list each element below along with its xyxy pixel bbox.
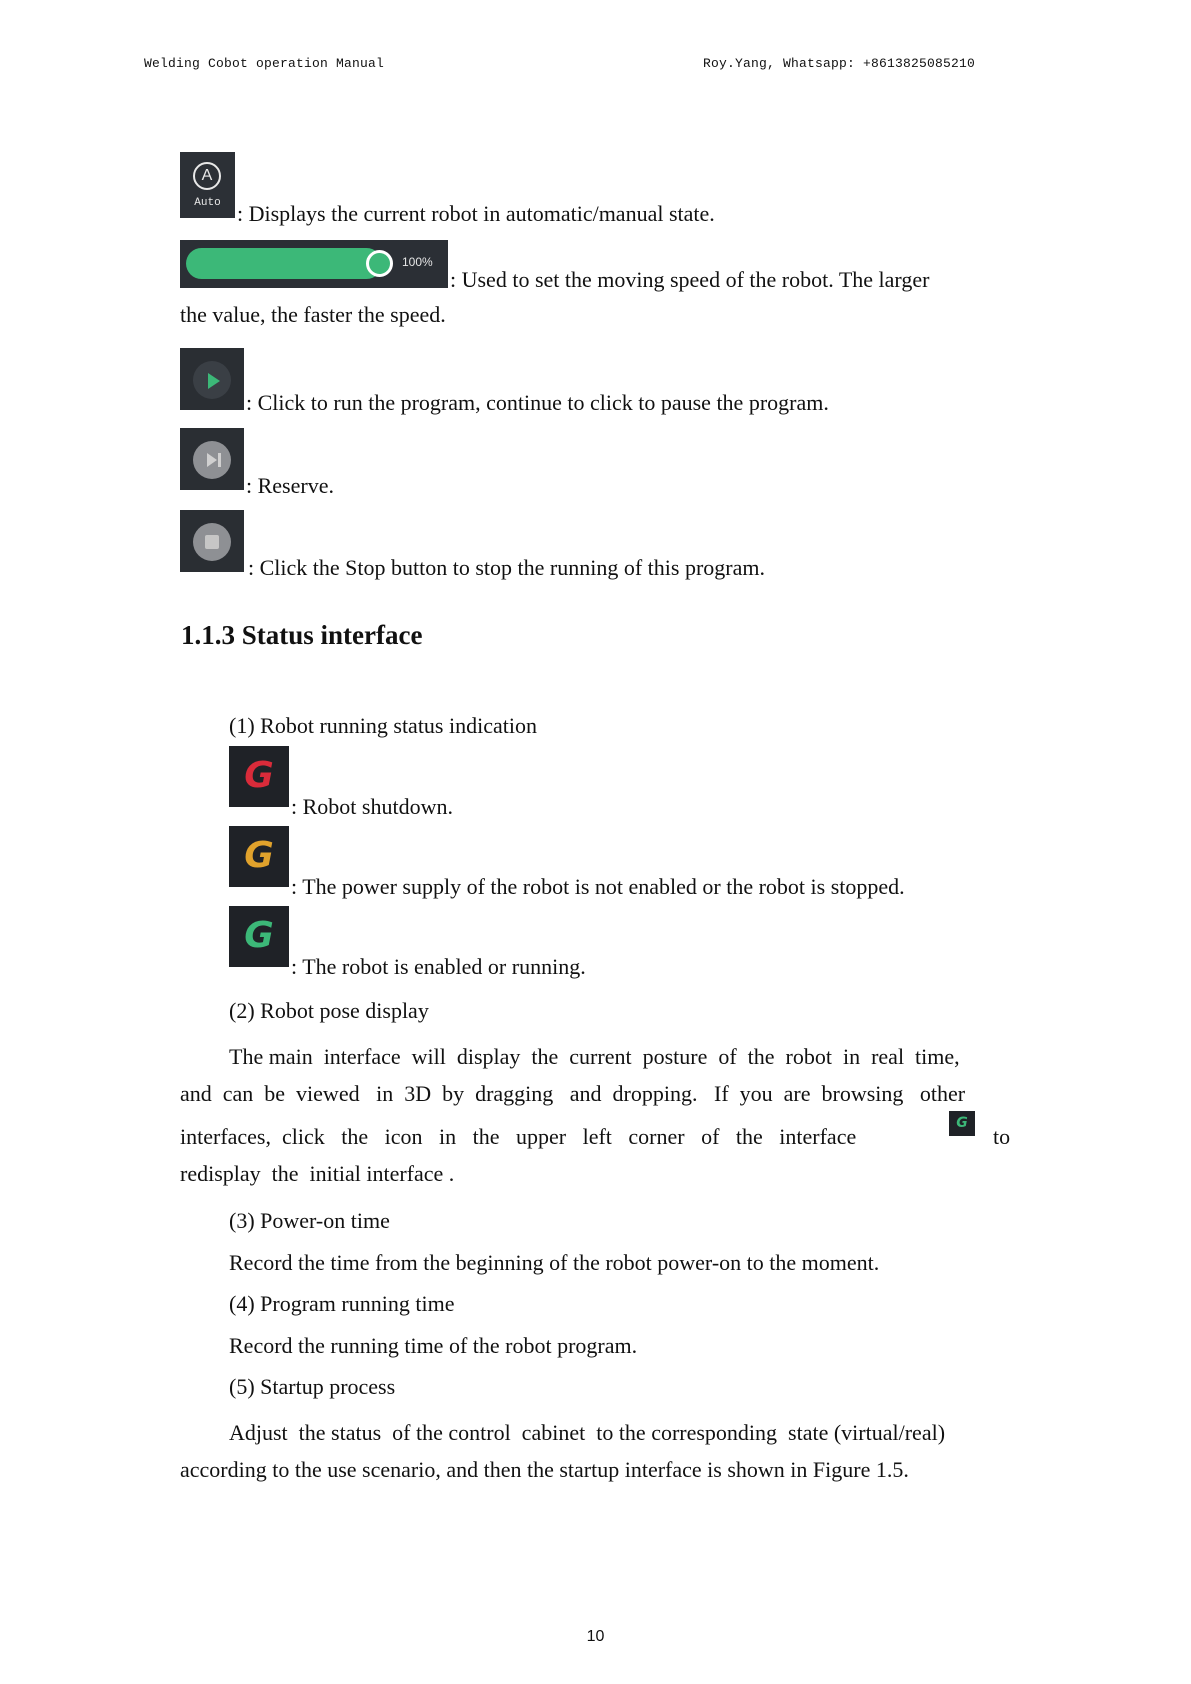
subsection-3-title: (3) Power-on time — [229, 1208, 390, 1233]
speed-slider-knob — [366, 250, 393, 277]
status-stopped-icon: G — [229, 826, 289, 887]
speed-description-cont: the value, the faster the speed. — [180, 302, 446, 327]
reserve-description: : Reserve. — [246, 473, 334, 498]
stop-square-icon — [205, 535, 219, 549]
pose-paragraph-line-4: redisplay the initial interface . — [180, 1161, 455, 1186]
runtime-description: Record the running time of the robot program. — [229, 1333, 638, 1358]
pose-paragraph-line-3-end: to — [993, 1124, 1011, 1149]
status-shutdown-icon: G — [229, 746, 289, 807]
page-number: 10 — [586, 1628, 605, 1645]
run-program-icon — [180, 348, 244, 410]
speed-description: : Used to set the moving speed of the robot. The larger — [450, 267, 930, 292]
section-heading: 1.1.3 Status interface — [181, 620, 423, 650]
play-icon — [208, 373, 220, 389]
stop-program-icon — [180, 510, 244, 572]
stop-description: : Click the Stop button to stop the running of this program. — [248, 555, 765, 580]
speed-slider-track — [186, 248, 382, 279]
speed-percent: 100% — [402, 255, 433, 269]
subsection-5-title: (5) Startup process — [229, 1374, 396, 1399]
auto-letter: A — [193, 162, 221, 190]
running-description: : The robot is enabled or running. — [291, 954, 586, 979]
auto-label: Auto — [194, 197, 221, 209]
header-contact: Roy.Yang, Whatsapp: +8613825085210 — [702, 56, 975, 71]
subsection-1-title: (1) Robot running status indication — [229, 713, 537, 738]
pose-paragraph-line-1: The main interface will display the current posture of the robot in real time, — [229, 1044, 960, 1069]
auto-mode-icon — [180, 152, 235, 218]
speed-slider-icon — [180, 240, 448, 288]
shutdown-description: : Robot shutdown. — [291, 794, 453, 819]
step-forward-icon — [180, 428, 244, 490]
stopped-description: : The power supply of the robot is not enabled or the robot is stopped. — [291, 874, 905, 899]
poweron-description: Record the time from the beginning of the robot power-on to the moment. — [229, 1250, 880, 1275]
status-running-icon: G — [229, 906, 289, 967]
startup-paragraph-line-1: Adjust the status of the control cabinet to the corresponding state (virtual/real) — [229, 1420, 946, 1445]
subsection-2-title: (2) Robot pose display — [229, 998, 429, 1023]
run-description: : Click to run the program, continue to click to pause the program. — [246, 390, 829, 415]
pose-paragraph-line-3: interfaces, click the icon in the upper left corner of the interface — [180, 1124, 857, 1149]
startup-paragraph-line-2: according to the use scenario, and then the startup interface is shown in Figure 1.5. — [180, 1457, 909, 1482]
auto-description: : Displays the current robot in automatic/manual state. — [237, 201, 715, 226]
pose-paragraph-line-2: and can be viewed in 3D by dragging and dropping. If you are browsing other — [180, 1081, 966, 1106]
header-title: Welding Cobot operation Manual — [144, 56, 385, 71]
home-icon: G — [949, 1111, 975, 1136]
subsection-4-title: (4) Program running time — [229, 1291, 455, 1316]
